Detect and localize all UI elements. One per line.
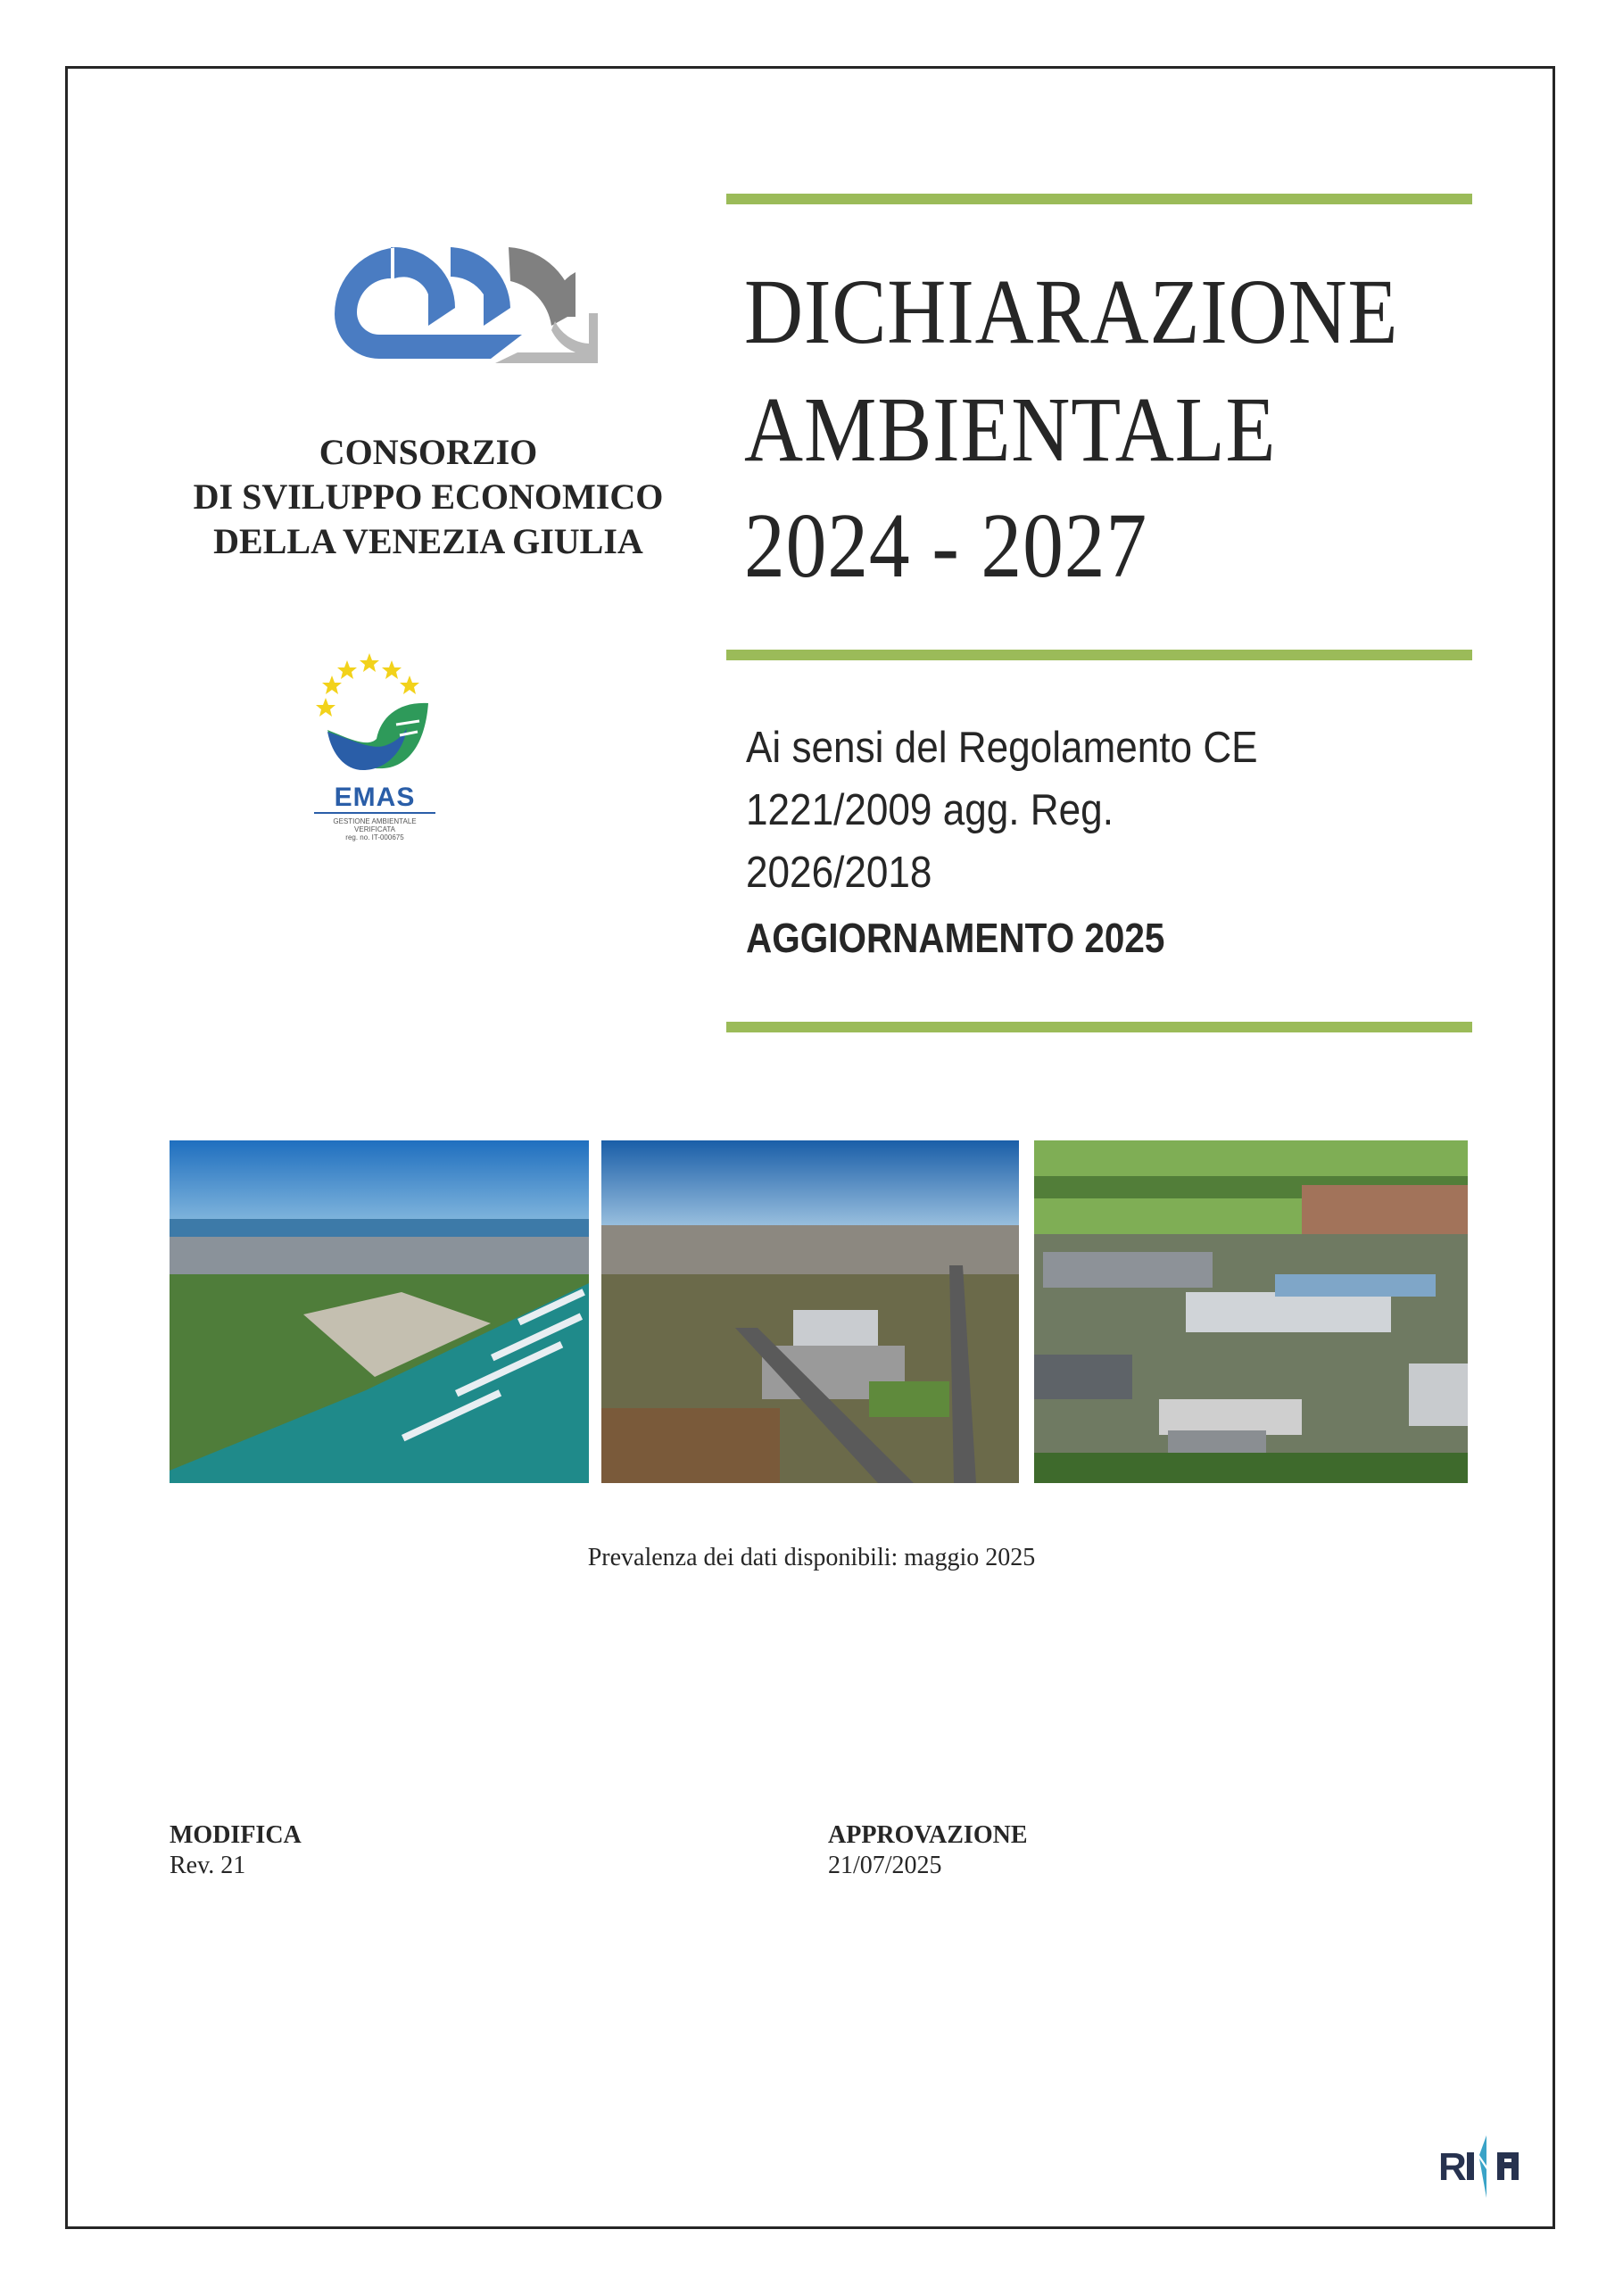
aerial-photo-industrial-zone (1034, 1140, 1468, 1483)
title-line-3: 2024 - 2027 (744, 494, 1148, 597)
approval-label: APPROVAZIONE (828, 1821, 1028, 1849)
organization-name (161, 430, 696, 564)
rina-certification-logo (1437, 2128, 1548, 2200)
subtitle-line-2: 1221/2009 agg. Reg. (746, 786, 1114, 834)
revision-value: Rev. 21 (170, 1852, 246, 1879)
divider-bottom (726, 1022, 1472, 1032)
title-line-2: AMBIENTALE (744, 378, 1277, 481)
aerial-photo-industrial-road (601, 1140, 1019, 1483)
rina-logo-icon (1437, 2128, 1548, 2200)
emas-caption-line-1: GESTIONE AMBIENTALE (333, 817, 417, 825)
update-label: AGGIORNAMENTO 2025 (746, 915, 1165, 961)
aerial-photo-marina (170, 1140, 589, 1483)
svg-text:R: R (1438, 2145, 1467, 2189)
revision-label: MODIFICA (170, 1821, 302, 1849)
approval-block (828, 1820, 1028, 1881)
emas-caption (314, 817, 435, 841)
organization-logo (268, 228, 598, 370)
org-name-line-2: DI SVILUPPO ECONOMICO (193, 477, 664, 517)
divider-middle (726, 650, 1472, 660)
data-availability-note: Prevalenza dei dati disponibili: maggio 2025 (587, 1544, 1036, 1571)
emas-logo (314, 650, 435, 846)
org-name-line-3: DELLA VENEZIA GIULIA (213, 521, 643, 561)
revision-block (170, 1820, 302, 1881)
emas-wordmark: EMAS (314, 783, 435, 814)
divider-top (726, 194, 1472, 204)
emas-caption-line-2: VERIFICATA (354, 825, 395, 833)
org-name-line-1: CONSORZIO (319, 432, 538, 472)
emas-caption-line-3: reg. no. IT-000675 (345, 833, 404, 841)
coseveg-logo-icon (268, 228, 598, 370)
subtitle-line-1: Ai sensi del Regolamento CE (746, 724, 1258, 772)
title-line-1: DICHIARAZIONE (744, 261, 1399, 363)
subtitle-line-3: 2026/2018 (746, 849, 932, 897)
emas-eu-stars-leaf-icon (314, 650, 435, 792)
approval-value: 21/07/2025 (828, 1852, 942, 1879)
